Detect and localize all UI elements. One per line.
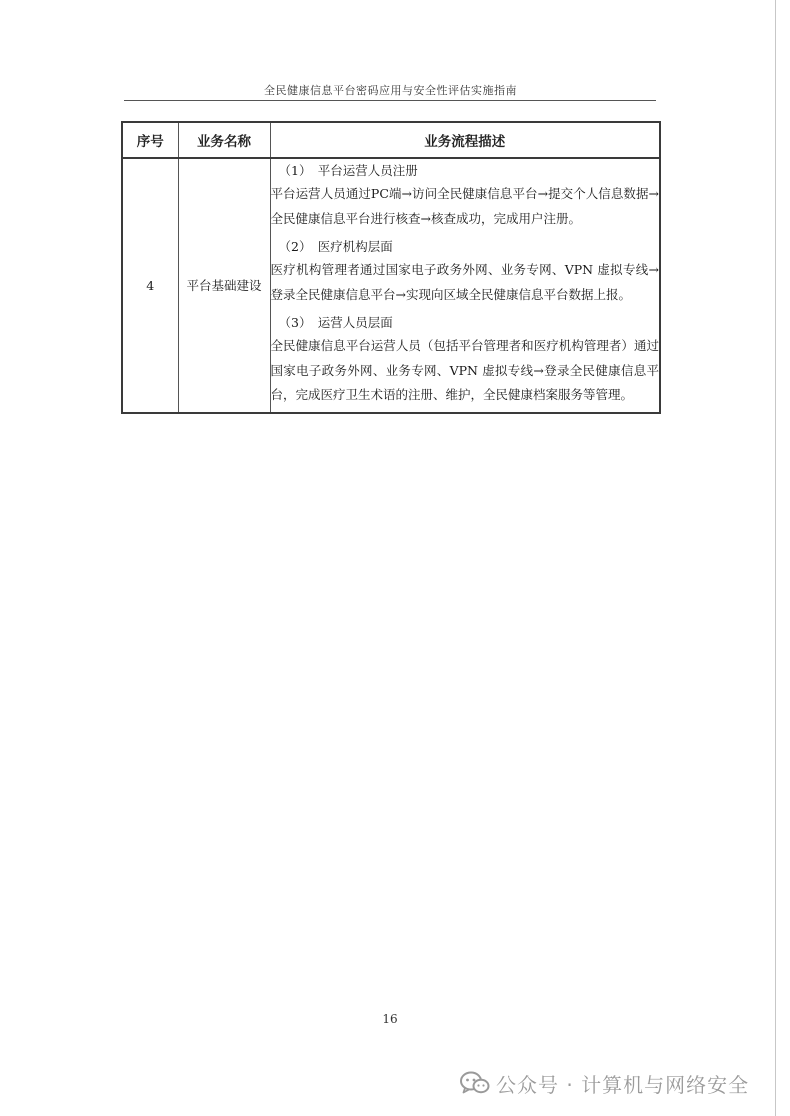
running-header: 全民健康信息平台密码应用与安全性评估实施指南	[264, 84, 517, 97]
wechat-icon	[460, 1071, 490, 1095]
section-title: （3） 运营人员层面	[278, 315, 393, 330]
row-description	[270, 158, 660, 413]
section-body: 医疗机构管理者通过国家电子政务外网、业务专网、VPN 虚拟专线→登录全民健康信息平台→实现向区域全民健康信息平台数据上报。	[270, 262, 659, 302]
table-row	[122, 158, 660, 413]
row-seq: 4	[122, 158, 178, 413]
section-body: 平台运营人员通过PC端→访问全民健康信息平台→提交个人信息数据→全民健康信息平台进行核查→核查成功，完成用户注册。	[270, 186, 659, 226]
column-header-desc: 业务流程描述	[270, 122, 660, 158]
section-title: （2） 医疗机构层面	[278, 239, 393, 254]
section-body: 全民健康信息平台运营人员（包括平台管理者和医疗机构管理者）通过国家电子政务外网、业务专网、VPN 虚拟专线→登录全民健康信息平台，完成医疗卫生术语的注册、维护，全民健康档案服务等管理。	[270, 338, 659, 402]
page-number: 16	[382, 1012, 398, 1026]
watermark	[460, 1068, 749, 1098]
page-edge-line	[775, 0, 776, 1116]
row-business-name: 平台基础建设	[178, 158, 270, 413]
watermark-text: 公众号 · 计算机与网络安全	[496, 1072, 750, 1097]
header-rule	[124, 100, 656, 101]
table-header-row	[122, 122, 660, 158]
column-header-name: 业务名称	[178, 122, 270, 158]
business-process-table	[121, 121, 661, 414]
section-title: （1） 平台运营人员注册	[278, 163, 418, 178]
column-header-seq: 序号	[122, 122, 178, 158]
